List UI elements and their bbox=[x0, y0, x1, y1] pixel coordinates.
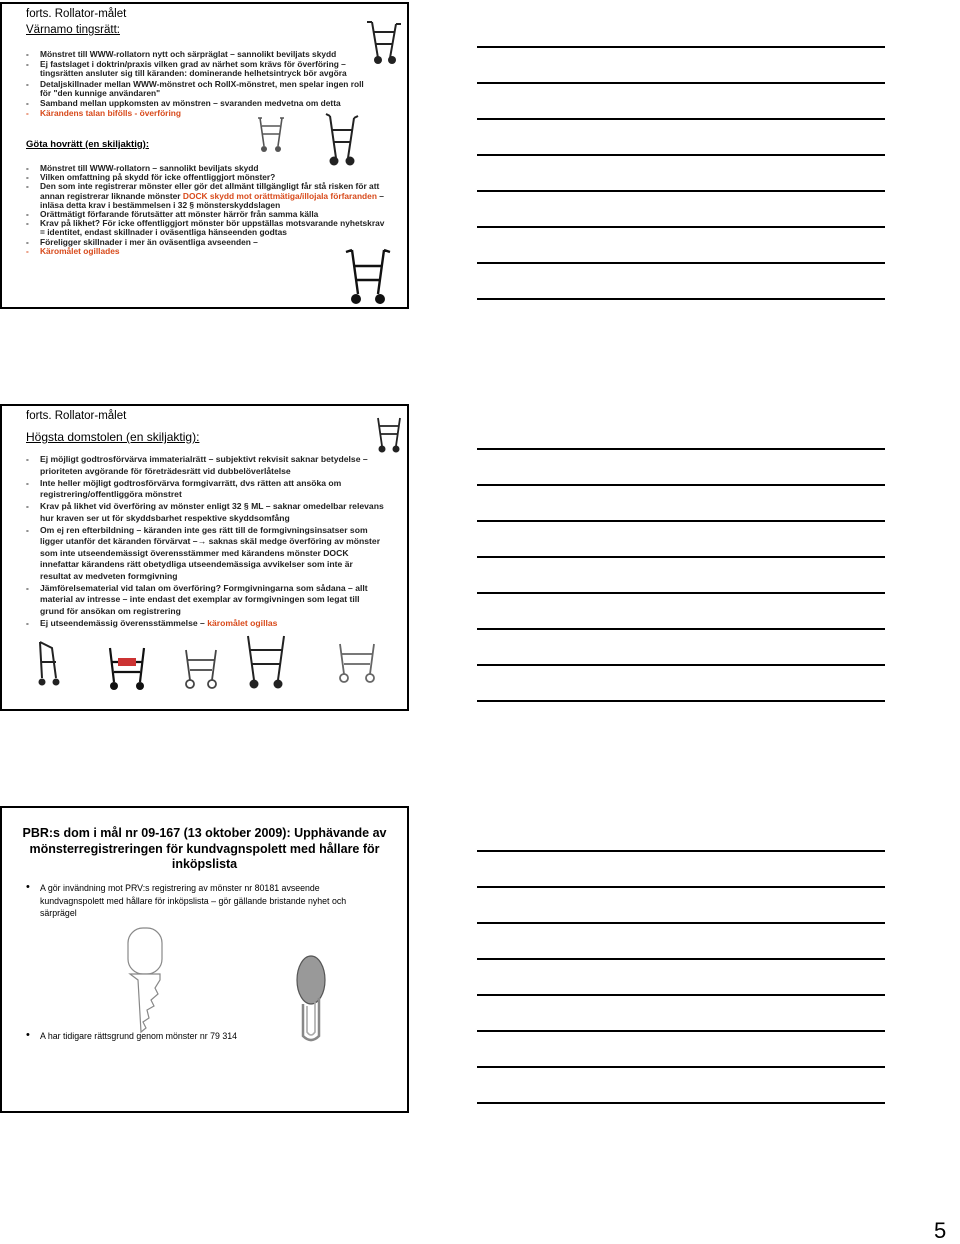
list-item: - Ej utseendemässig överensstämmelse – käromålet ogillas bbox=[26, 618, 386, 630]
slide-1 bbox=[0, 2, 409, 309]
notes-line bbox=[477, 484, 885, 486]
notes-line bbox=[477, 556, 885, 558]
notes-line bbox=[477, 592, 885, 594]
slide-3-title: PBR:s dom i mål nr 09-167 (13 oktober 2009): Upphävande av mönsterregistreringen för kundvagnspolett med hållare för inköpslista bbox=[22, 826, 387, 871]
list-item: - Den som inte registrerar mönster eller gör det allmänt tillgängligt får stå risken för att annan registrerar liknande mönster DOCK skydd mot orättmätiga/illojala förfaranden – inläsa detta krav i bestämmelsen i 32 § mönsterskyddslagen bbox=[26, 182, 386, 210]
notes-line bbox=[477, 886, 885, 888]
list-item: - Orättmätigt förfarande förutsätter att mönster härrör från samma källa bbox=[26, 210, 386, 219]
rollator-icon bbox=[332, 638, 382, 684]
list-item: - Krav på likhet? För icke offentliggjort mönster bör uppställas motsvarande nyhetskrav = identitet, endast skillnader i oväsentliga hänseenden godtas bbox=[26, 219, 386, 237]
list-item: - Krav på likhet vid överföring av mönster enligt 32 § ML – saknar omedelbar relevans hur kraven ser ut för skyddsbarhet respektive skyddsomfång bbox=[26, 501, 386, 524]
list-item: - Käromålet ogillades bbox=[26, 247, 386, 256]
rollator-icon bbox=[102, 642, 152, 692]
list-item: - Detaljskillnader mellan WWW-mönstret och RollX-mönstret, men spelar ingen roll för "den kunnige användaren" bbox=[26, 80, 374, 98]
list-item: - Inte heller möjligt godtrosförvärva formgivarrätt, dvs rätten att ansöka om registrering/offentliggöra mönstret bbox=[26, 478, 386, 501]
slide-1-list-2 bbox=[26, 164, 386, 256]
notes-line bbox=[477, 664, 885, 666]
notes-line bbox=[477, 190, 885, 192]
rollator-icon bbox=[320, 110, 364, 168]
slide-1-list bbox=[26, 50, 374, 119]
notes-line bbox=[477, 298, 885, 300]
notes-line bbox=[477, 46, 885, 48]
slide-3-bullet: • A har tidigare rättsgrund genom mönster nr 79 314 bbox=[26, 1030, 385, 1043]
notes-line bbox=[477, 118, 885, 120]
notes-line bbox=[477, 1066, 885, 1068]
list-item: - Om ej ren efterbildning – käranden inte ges rätt till de formgivningsinsatser som ligger utanför det käranden förvärvat –→ saknas skäl medge överföring av mönster som inte utseendemässigt överensstämmer med kärandens mönster DOCK innefattar kärandens rätt obetydliga utseendemässiga avvikelser som inte är resultat av medveten formgivning bbox=[26, 525, 386, 583]
notes-line bbox=[477, 628, 885, 630]
slide-3-bullet: • A gör invändning mot PRV:s registrering av mönster nr 80181 avseende kundvagnspolett med hållare för inköpslista – gör gällande bristande nyhet och särprägel bbox=[26, 882, 385, 920]
notes-line bbox=[477, 226, 885, 228]
rollator-icon bbox=[254, 114, 288, 154]
notes-line bbox=[477, 154, 885, 156]
slide-2 bbox=[0, 404, 409, 711]
notes-line bbox=[477, 82, 885, 84]
notes-line bbox=[477, 850, 885, 852]
list-item: - Vilken omfattning på skydd för icke offentliggjort mönster? bbox=[26, 173, 386, 182]
notes-line bbox=[477, 262, 885, 264]
list-item: - Kärandens talan bifölls - överföring bbox=[26, 109, 374, 118]
notes-line bbox=[477, 700, 885, 702]
list-item: - Ej möjligt godtrosförvärva immaterialrätt – subjektivt rekvisit saknar betydelse – prioriteten avgörande för företrädesrätt vid dubbelöverlåtelse bbox=[26, 454, 386, 477]
rollator-icon bbox=[342, 244, 394, 306]
notes-line bbox=[477, 1102, 885, 1104]
rollator-icon bbox=[178, 644, 224, 690]
rollator-icon bbox=[32, 638, 66, 688]
list-item: - Mönstret till WWW-rollatorn nytt och särpräglat – sannolikt beviljats skydd bbox=[26, 50, 374, 59]
notes-line bbox=[477, 994, 885, 996]
list-item: - Föreligger skillnader i mer än oväsentliga avseenden – bbox=[26, 238, 386, 247]
notes-line bbox=[477, 448, 885, 450]
page-number: 5 bbox=[934, 1218, 947, 1243]
notes-line bbox=[477, 958, 885, 960]
slide-1-subheading-2: Göta hovrätt (en skiljaktig): bbox=[26, 139, 149, 150]
slide-2-list bbox=[26, 454, 386, 630]
rollator-icon bbox=[372, 414, 406, 454]
slide-1-header: forts. Rollator-målet bbox=[26, 8, 127, 20]
notes-line bbox=[477, 1030, 885, 1032]
notes-line bbox=[477, 520, 885, 522]
slide-1-subheading: Värnamo tingsrätt: bbox=[26, 24, 120, 36]
slide-2-header: forts. Rollator-målet bbox=[26, 410, 127, 422]
slide-3 bbox=[0, 806, 409, 1113]
coin-icon bbox=[294, 954, 328, 1044]
list-item: - Jämförelsematerial vid talan om överföring? Formgivningarna som sådana – allt material av intresse – inte endast det exemplar av formgivningen som legat till grund för ansökan om registrering bbox=[26, 583, 386, 618]
list-item: - Mönstret till WWW-rollatorn – sannolikt beviljats skydd bbox=[26, 164, 386, 173]
list-item: - Samband mellan uppkomsten av mönstren – svaranden medvetna om detta bbox=[26, 99, 374, 108]
rollator-icon bbox=[238, 630, 294, 690]
list-item: - Ej fastslaget i doktrin/praxis vilken grad av närhet som krävs för överföring – tingsrätten ansluter sig till käranden: dominerande helhetsintryck bör avgöra bbox=[26, 60, 374, 78]
notes-line bbox=[477, 922, 885, 924]
slide-2-subheading: Högsta domstolen (en skiljaktig): bbox=[26, 430, 200, 444]
rollator-icon bbox=[364, 18, 404, 66]
token-holder-icon bbox=[120, 924, 170, 1042]
